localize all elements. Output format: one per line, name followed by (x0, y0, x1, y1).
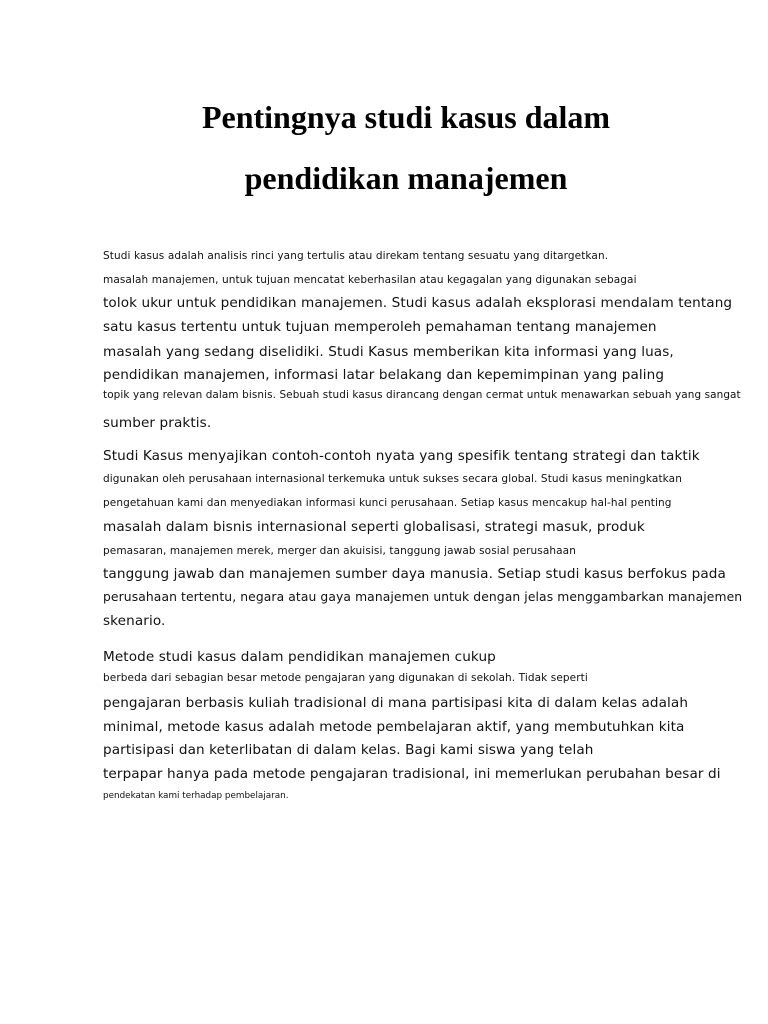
body-text-line: partisipasi dan keterlibatan di dalam kelas. Bagi kami siswa yang telah (103, 742, 594, 758)
body-text-line: minimal, metode kasus adalah metode pembelajaran aktif, yang membutuhkan kita (103, 719, 685, 735)
document-title-line: pendidikan manajemen (244, 160, 568, 196)
body-text-line: pengetahuan kami dan menyediakan informasi kunci perusahaan. Setiap kasus mencakup hal-hal penting (103, 497, 672, 509)
body-text-line: Studi Kasus menyajikan contoh-contoh nyata yang spesifik tentang strategi dan taktik (103, 448, 700, 464)
body-text-line: masalah manajemen, untuk tujuan mencatat keberhasilan atau kegagalan yang digunakan sebagai (103, 274, 637, 286)
body-text-line: pendidikan manajemen, informasi latar belakang dan kepemimpinan yang paling (103, 367, 665, 383)
body-text-line: pemasaran, manajemen merek, merger dan akuisisi, tanggung jawab sosial perusahaan (103, 545, 576, 557)
body-text-line: Metode studi kasus dalam pendidikan manajemen cukup (103, 649, 496, 665)
body-text-line: digunakan oleh perusahaan internasional terkemuka untuk sukses secara global. Studi kasus meningkatkan (103, 473, 682, 485)
body-text-line: satu kasus tertentu untuk tujuan memperoleh pemahaman tentang manajemen (103, 319, 657, 335)
body-text-line: masalah dalam bisnis internasional seperti globalisasi, strategi masuk, produk (103, 519, 645, 535)
body-text-line: sumber praktis. (103, 415, 212, 431)
body-text-line: pendekatan kami terhadap pembelajaran. (103, 791, 289, 801)
body-text-line: tanggung jawab dan manajemen sumber daya manusia. Setiap studi kasus berfokus pada (103, 566, 726, 582)
body-text-line: berbeda dari sebagian besar metode pengajaran yang digunakan di sekolah. Tidak seperti (103, 672, 588, 684)
body-text-line: Studi kasus adalah analisis rinci yang tertulis atau direkam tentang sesuatu yang ditargetkan. (103, 250, 609, 262)
body-text-line: tolok ukur untuk pendidikan manajemen. Studi kasus adalah eksplorasi mendalam tentang (103, 295, 733, 311)
body-text-line: perusahaan tertentu, negara atau gaya manajemen untuk dengan jelas menggambarkan manajemen (103, 590, 743, 604)
body-text-line: pengajaran berbasis kuliah tradisional di mana partisipasi kita di dalam kelas adalah (103, 695, 689, 711)
body-text-line: masalah yang sedang diselidiki. Studi Kasus memberikan kita informasi yang luas, (103, 344, 674, 360)
document-title-line: Pentingnya studi kasus dalam (201, 99, 611, 135)
body-text-line: terpapar hanya pada metode pengajaran tradisional, ini memerlukan perubahan besar di (103, 766, 721, 782)
body-text-line: topik yang relevan dalam bisnis. Sebuah studi kasus dirancang dengan cermat untuk menawarkan sebuah yang sangat (103, 389, 741, 401)
body-text-line: skenario. (103, 613, 166, 629)
